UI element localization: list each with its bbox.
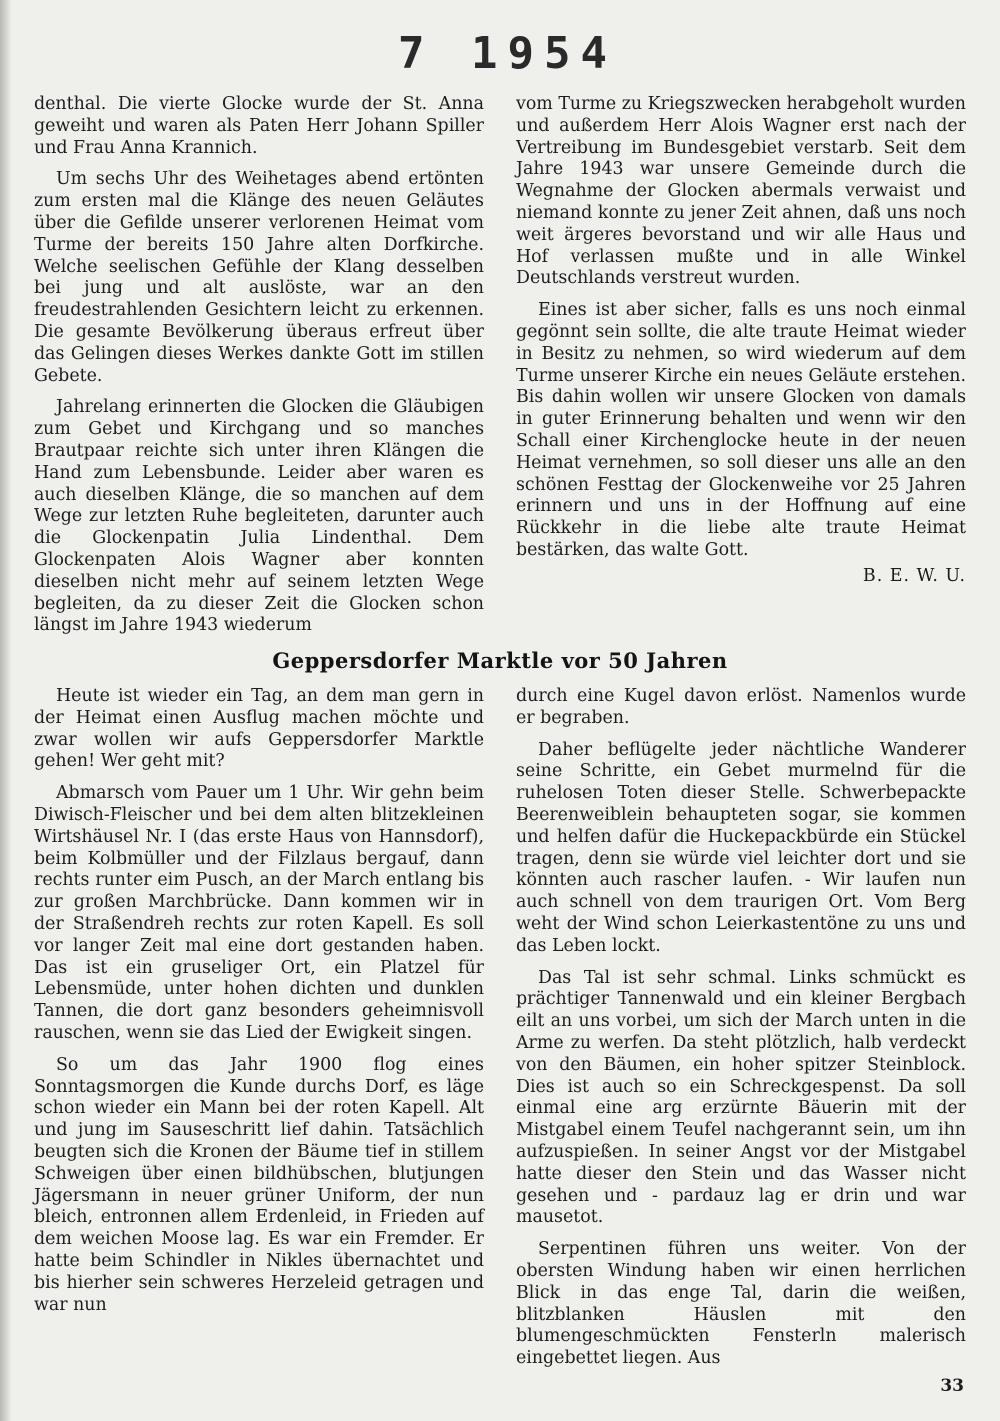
paragraph: Jahrelang erinnerten die Glocken die Gläubigen zum Gebet und Kirchgang und so manches Brautpaar reichte sich unter ihren Klängen die Hand zum Lebensbunde. Leider aber waren es auch dieselben Klänge, die so manchen auf dem Wege zur letzten Ruhe begleiteten, darunter auch die Glockenpatin Julia Lindenthal. Dem Glockenpaten Alois Wagner aber konnten dieselben nicht mehr auf seinem letzten Wege begleiten, da zu dieser Zeit die Glocken schon längst im Jahre 1943 wiederum	[34, 397, 484, 636]
paragraph: Um sechs Uhr des Weihetages abend ertönten zum ersten mal die Klänge des neuen Geläutes über die Gefilde unserer verlorenen Heimat vom Turme der bereits 150 Jahre alten Dorfkirche. Welche seelischen Gefühle der Klang desselben bei jung und alt auslöste, war an den freudestrahlenden Gesichtern leicht zu erkennen. Die gesamte Bevölkerung überaus erfreut über das Gelingen dieses Werkes dankte Gott im stillen Gebete.	[34, 169, 484, 386]
top-right-column	[516, 94, 966, 588]
paragraph: denthal. Die vierte Glocke wurde der St. Anna geweiht und waren als Paten Herr Johann Spiller und Frau Anna Krannich.	[34, 94, 484, 158]
issue-number: 7 1954	[398, 28, 617, 79]
paragraph: Das Tal ist sehr schmal. Links schmückt es prächtiger Tannenwald und ein kleiner Bergbach eilt an uns vorbei, um sich der March unten in die Arme zu werfen. Da steht plötzlich, halb verdeckt von den Bäumen, ein hoher spitzer Steinblock. Dies ist auch so ein Schreckgespenst. Da soll einmal eine arg erzürnte Bäuerin mit der Mistgabel einem Teufel nachgerannt sein, um ihn aufzuspießen. In seiner Angst vor der Mistgabel hatte dieser den Stein und das Wasser nicht gesehen und - pardauz lag er drin und war mausetot.	[516, 967, 966, 1228]
paragraph: Serpentinen führen uns weiter. Von der obersten Windung haben wir einen herrlichen Blick in das enge Tal, darin die weißen, blitzblanken Häuslen mit den blumengeschmückten Fensterln malerisch eingebettet liegen. Aus	[516, 1239, 966, 1369]
paragraph: Daher beflügelte jeder nächtliche Wanderer seine Schritte, ein Gebet murmelnd für die ruhelosen Toten dieser Stelle. Schwerbepackte Beerenweiblein behaupteten sogar, sie kommen und helfen dafür die Huckepackbürde ein Stückel tragen, denn sie würde viel leichter dort und sie könnten auch rascher laufen. - Wir laufen nun auch schnell von dem traurigen Ort. Vom Berg weht der Wind schon Leierkastentöne zu uns und das Leben lockt.	[516, 739, 966, 956]
signature: B. E. W. U.	[862, 565, 966, 586]
paragraph: So um das Jahr 1900 flog eines Sonntagsmorgen die Kunde durchs Dorf, es läge schon wieder ein Mann bei der roten Kapell. Alt und jung im Sauseschritt lief dahin. Tatsächlich beugten sich die Kronen der Bäume tief in stillem Schweigen über einen bildhübschen, blutjungen Jägersmann in neuer grüner Uniform, der nun bleich, entronnen allem Erdenleid, in Frieden auf dem weichen Moose lag. Es war ein Fremder. Er hatte beim Schindler in Nikles übernachtet und bis hierher sein schweres Herzeleid getragen und war nun	[34, 1054, 484, 1315]
paragraph: vom Turme zu Kriegszwecken herabgeholt wurden und außerdem Herr Alois Wagner erst nach der Vertreibung im Bundesgebiet verstarb. Seit dem Jahre 1943 war unsere Gemeinde durch die Wegnahme der Glocken abermals verwaist und niemand konnte zu jener Zeit ahnen, daß uns noch weit ärgeres bevorstand und wir alle Haus und Hof verlassen mußte und in alle Winkel Deutschlands verstreut wurden.	[516, 94, 966, 289]
paragraph: Heute ist wieder ein Tag, an dem man gern in der Heimat einen Ausflug machen möchte und zwar wollen wir aufs Geppersdorfer Marktle gehen! Wer geht mit?	[34, 686, 484, 772]
paragraph: durch eine Kugel davon erlöst. Namenlos wurde er begraben.	[516, 686, 966, 728]
top-left-column	[34, 94, 484, 647]
article-right-column	[516, 686, 966, 1380]
page-number: 33	[940, 1376, 964, 1396]
article-title: Geppersdorfer Marktle vor 50 Jahren	[272, 648, 728, 673]
article-left-column	[34, 686, 484, 1326]
page-binding-shadow	[0, 0, 12, 1421]
paragraph: Eines ist aber sicher, falls es uns noch einmal gegönnt sein sollte, die alte traute Heimat wieder in Besitz zu nehmen, so wird wiederum auf dem Turme unserer Kirche ein neues Geläute erstehen. Bis dahin wollen wir unsere Glocken von damals in guter Erinnerung behalten und wenn wir den Schall einer Kirchenglocke heute in der neuen Heimat vernehmen, so soll dieser uns alle an den schönen Festtag der Glockenweihe vor 25 Jahren erinnern und uns in der Hoffnung auf eine Rückkehr in die liebe alte traute Heimat bestärken, das walte Gott.	[516, 300, 966, 560]
paragraph: Abmarsch vom Pauer um 1 Uhr. Wir gehn beim Diwisch-Fleischer und bei dem alten blitzekleinen Wirtshäusel Nr. I (das erste Haus von Hannsdorf), beim Kolbmüller und der Filzlaus bergauf, dann rechts runter eim Pusch, an der March entlang bis zur großen Marchbrücke. Dann kommen wir in der Straßendreh rechts zur roten Kapell. Es soll vor langer Zeit mal eine dort gestanden haben. Das ist ein gruseliger Ort, ein Platzel für Lebensmüde, unter hohen dichten und dunklen Tannen, die dort ganz besonders geheimnisvoll rauschen, wenn sie das Lied der Ewigkeit singen.	[34, 783, 484, 1043]
